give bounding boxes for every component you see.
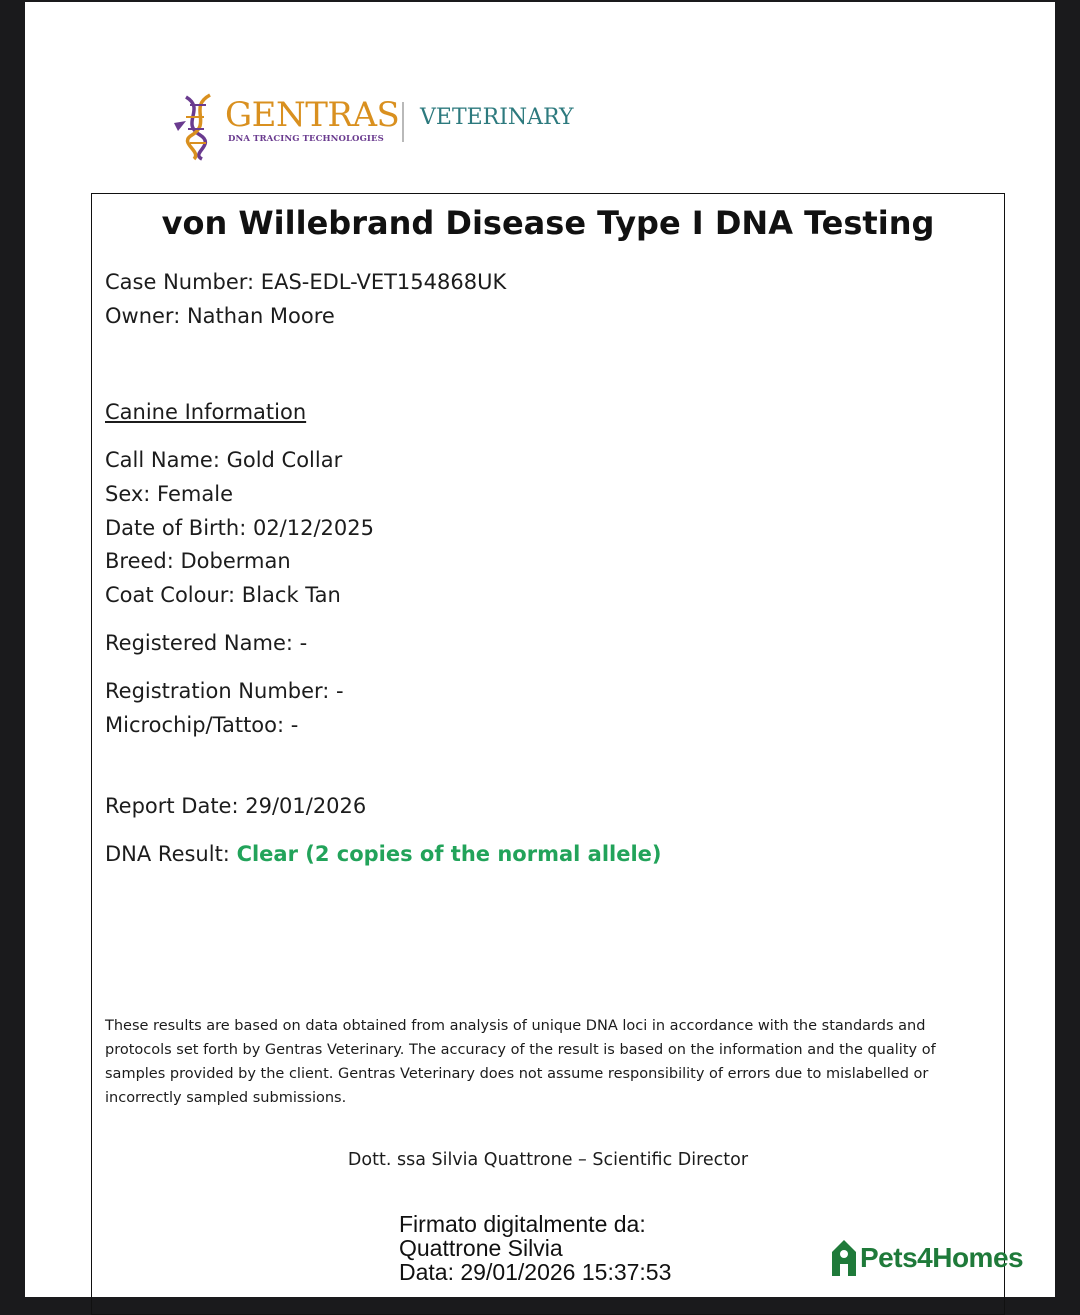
gentras-logo: [150, 87, 600, 167]
pets4homes-watermark: [828, 1232, 1043, 1282]
brand-tagline: DNA TRACING TECHNOLOGIES: [228, 134, 384, 144]
case-number: Case Number: EAS-EDL-VET154868UK: [105, 270, 507, 294]
dna-helix-icon: [172, 93, 222, 161]
disclaimer-text: These results are based on data obtained from analysis of unique DNA loci in accordance with the standards and protocols set forth by Gentras Veterinary. The accuracy of the result is based on the information and the quality of samples provided by the client. Gentras Veterinary does not assume responsibility of errors due to mislabelled or incorrectly sampled submissions.: [105, 1018, 936, 1106]
microchip-tattoo: Microchip/Tattoo: -: [105, 713, 299, 737]
owner-name: Owner: Nathan Moore: [105, 304, 335, 328]
report-frame: [91, 193, 1005, 1315]
coat-colour: Coat Colour: Black Tan: [105, 583, 341, 607]
division-name: VETERINARY: [420, 105, 574, 130]
logo-divider: [402, 102, 404, 142]
sex: Sex: Female: [105, 482, 233, 506]
report-date: Report Date: 29/01/2026: [105, 794, 367, 818]
scientific-director: Dott. ssa Silvia Quattrone – Scientific Director: [347, 1150, 749, 1170]
pets4homes-logo-icon: [828, 1236, 860, 1278]
signature-line-1: Firmato digitalmente da:: [399, 1211, 646, 1237]
watermark-text: Pets4Homes: [860, 1242, 1024, 1273]
dna-result-label: DNA Result:: [105, 842, 237, 866]
dna-result-value: Clear (2 copies of the normal allele): [236, 842, 662, 866]
breed: Breed: Doberman: [105, 549, 291, 573]
brand-name: GENTRAS: [225, 95, 400, 135]
document-page: [25, 2, 1055, 1297]
signature-line-2: Quattrone Silvia: [399, 1235, 563, 1261]
signature-line-3: Data: 29/01/2026 15:37:53: [399, 1259, 672, 1285]
dna-result: [105, 842, 662, 866]
digital-signature: [399, 1212, 671, 1284]
registration-number: Registration Number: -: [105, 679, 344, 703]
report-title: von Willebrand Disease Type I DNA Testing: [161, 204, 935, 242]
date-of-birth: Date of Birth: 02/12/2025: [105, 516, 374, 540]
call-name: Call Name: Gold Collar: [105, 448, 343, 472]
registered-name: Registered Name: -: [105, 631, 308, 655]
section-title-canine-information: Canine Information: [105, 400, 307, 424]
